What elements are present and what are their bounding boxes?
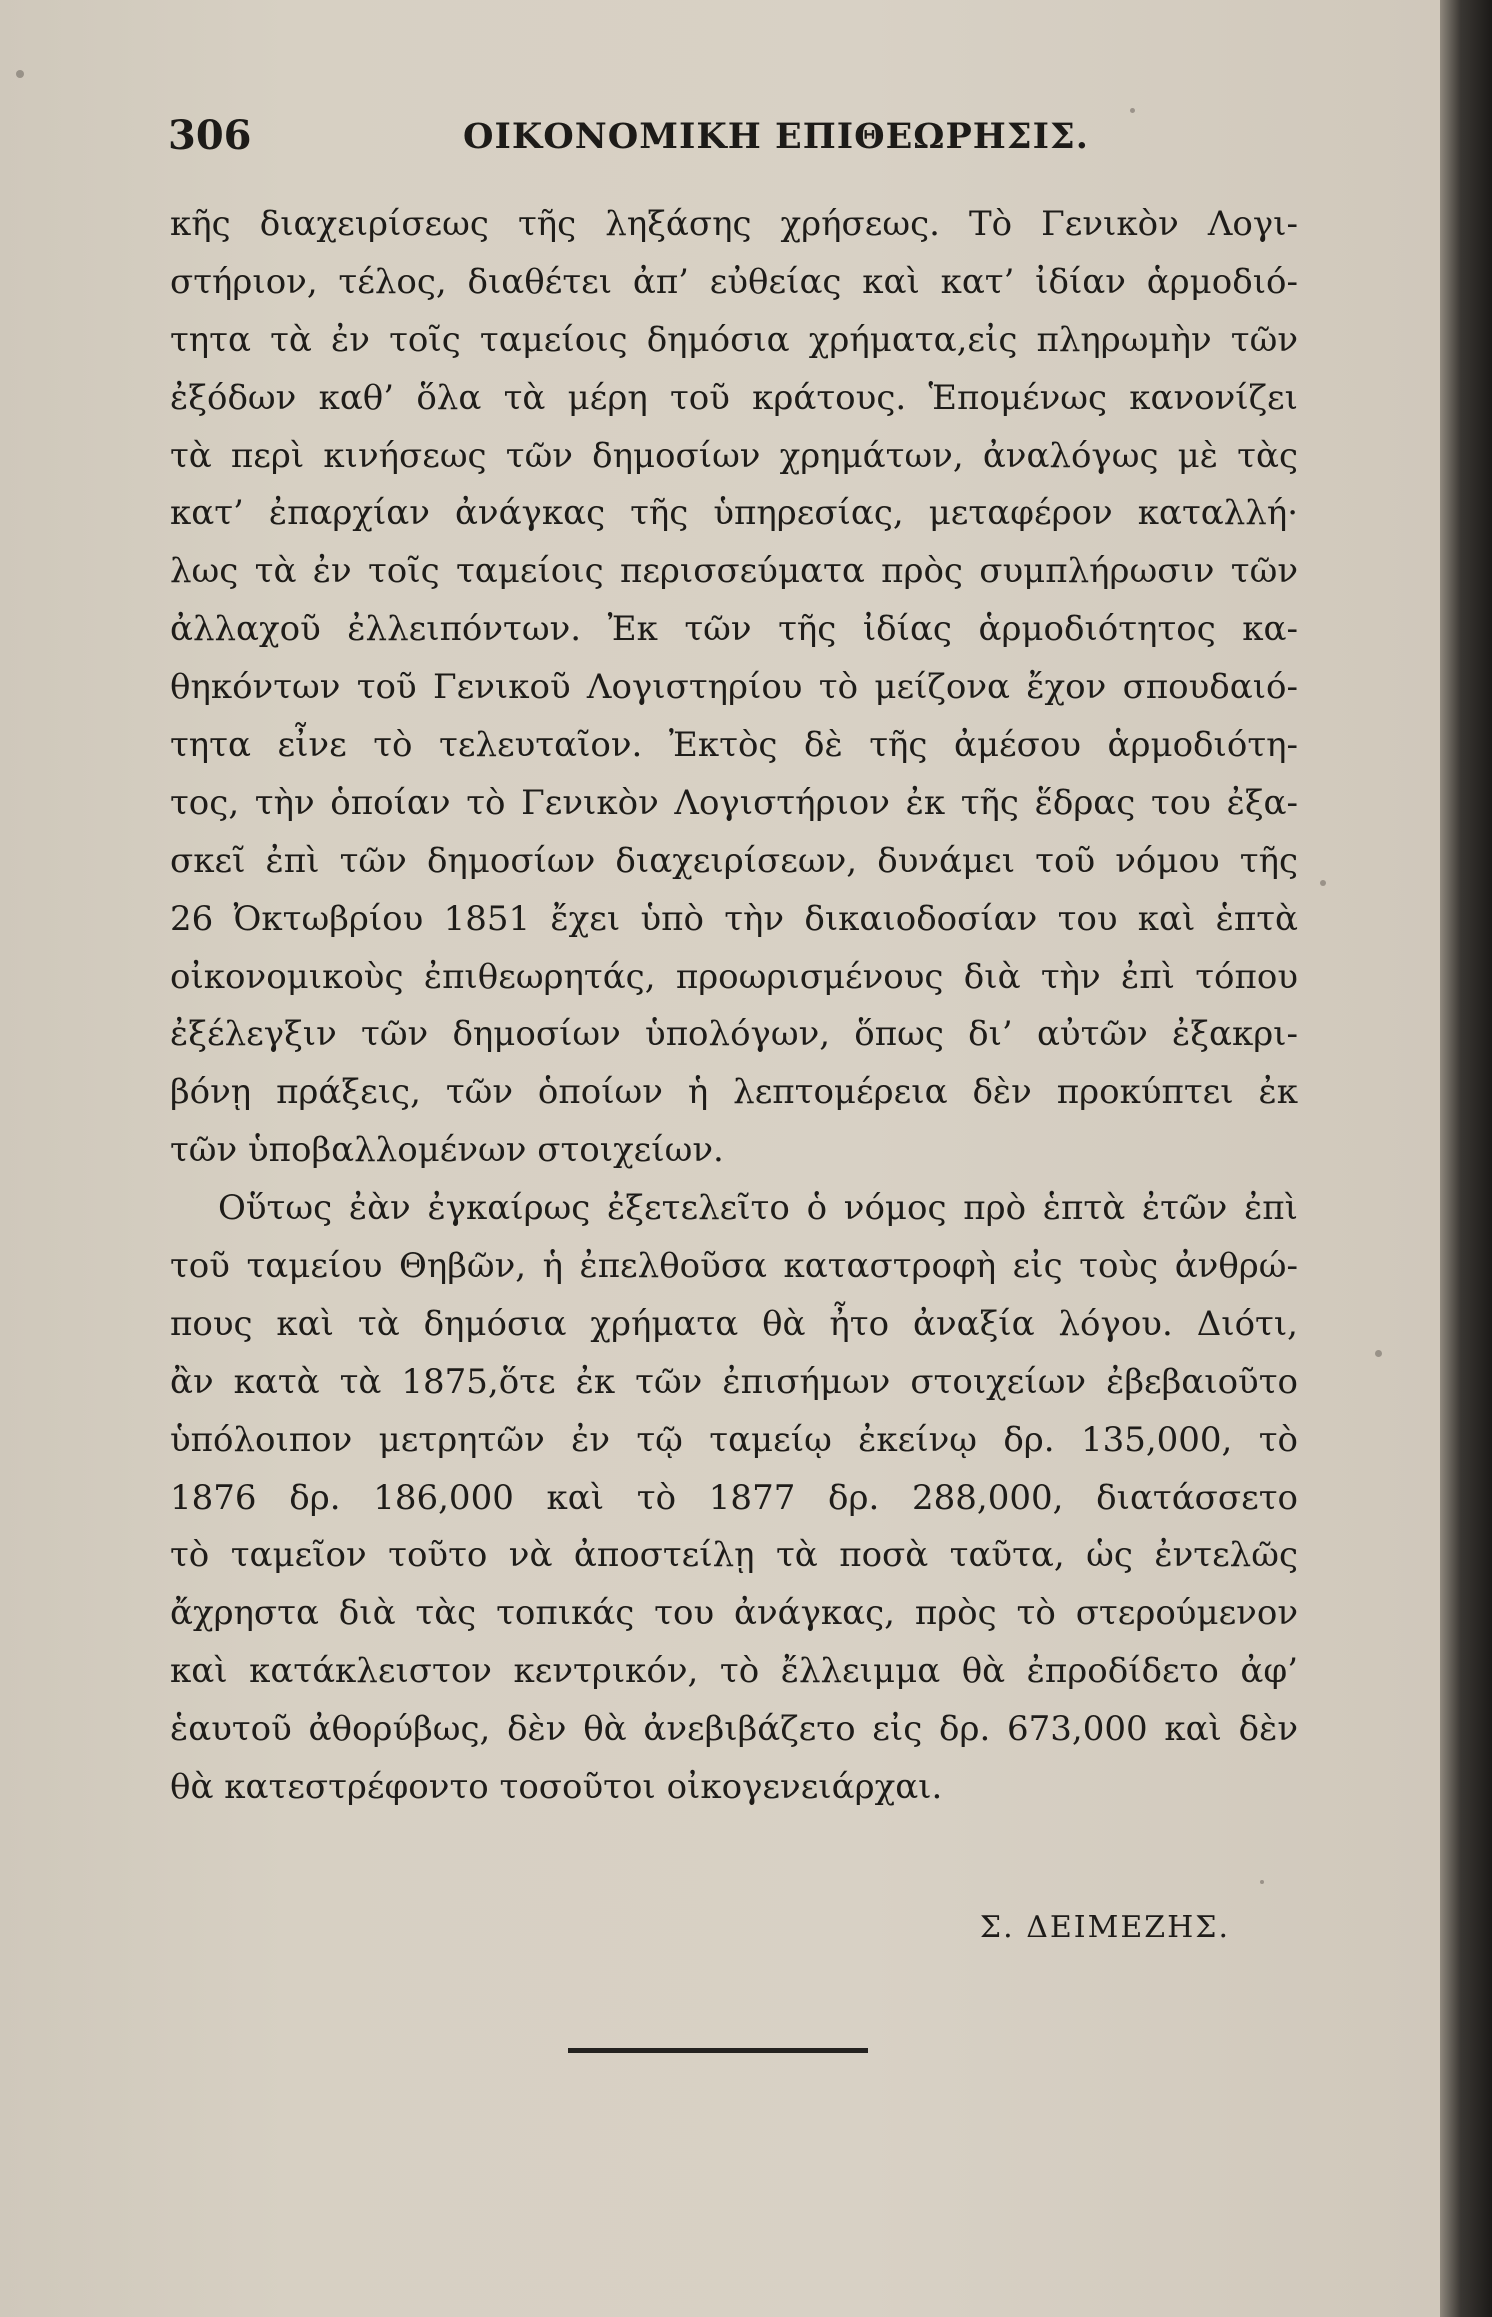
text-line: τος, τὴν ὁποίαν τὸ Γενικὸν Λογιστήριον ἐκ τῆς ἕδρας του ἐξα- — [170, 782, 1298, 823]
text-line: σκεῖ ἐπὶ τῶν δημοσίων διαχειρίσεων, δυνάμει τοῦ νόμου τῆς — [170, 840, 1298, 881]
text-line: τὸ ταμεῖον τοῦτο νὰ ἀποστείλῃ τὰ ποσὰ ταῦτα, ὡς ἐντελῶς — [170, 1535, 1298, 1576]
text-line: ἑαυτοῦ ἀθορύβως, δὲν θὰ ἀνεβιβάζετο εἰς δρ. 673,000 καὶ δὲν — [170, 1709, 1298, 1750]
text-line: κῆς διαχειρίσεως τῆς ληξάσης χρήσεως. Τὸ Γενικὸν Λογι- — [170, 204, 1298, 244]
text-line: κατ’ ἐπαρχίαν ἀνάγκας τῆς ὑπηρεσίας, μεταφέρον καταλλή· — [170, 493, 1298, 534]
text-line: 26 Ὀκτωβρίου 1851 ἔχει ὑπὸ τὴν δικαιοδοσίαν του καὶ ἑπτὰ — [170, 898, 1298, 939]
author-signature: Σ. ΔΕΙΜΕΖΗΣ. — [979, 1910, 1230, 1945]
paragraph — [170, 1180, 1298, 1817]
text-line: βόνῃ πράξεις, τῶν ὁποίων ἡ λεπτομέρεια δὲν προκύπτει ἐκ — [170, 1072, 1298, 1113]
text-line: ἐξέλεγξιν τῶν δημοσίων ὑπολόγων, ὅπως δι’ αὐτῶν ἐξακρι- — [170, 1014, 1298, 1055]
text-line: ἄχρηστα διὰ τὰς τοπικάς του ἀνάγκας, πρὸς τὸ στερούμενον — [170, 1593, 1298, 1634]
text-line: Οὕτως ἐὰν ἐγκαίρως ἐξετελεῖτο ὁ νόμος πρὸ ἑπτὰ ἐτῶν ἐπὶ — [218, 1188, 1298, 1229]
text-line: καὶ κατάκλειστον κεντρικόν, τὸ ἔλλειμμα θὰ ἐπροδίδετο ἀφ’ — [170, 1651, 1298, 1692]
binding-shadow — [1440, 0, 1492, 2317]
text-line: λως τὰ ἐν τοῖς ταμείοις περισσεύματα πρὸς συμπλήρωσιν τῶν — [170, 551, 1298, 592]
text-line: τητα εἶνε τὸ τελευταῖον. Ἐκτὸς δὲ τῆς ἀμέσου ἁρμοδιότη- — [170, 725, 1298, 766]
text-line: 1876 δρ. 186,000 καὶ τὸ 1877 δρ. 288,000, διατάσσετο — [170, 1477, 1298, 1518]
running-title: ΟΙΚΟΝΟΜΙΚΗ ΕΠΙΘΕΩΡΗΣΙΣ. — [463, 116, 1089, 157]
text-line: τοῦ ταμείου Θηβῶν, ἡ ἐπελθοῦσα καταστροφὴ εἰς τοὺς ἀνθρώ- — [170, 1246, 1298, 1287]
text-line: ἐξόδων καθ’ ὅλα τὰ μέρη τοῦ κράτους. Ἑπομένως κανονίζει — [170, 377, 1298, 418]
text-line: τὰ περὶ κινήσεως τῶν δημοσίων χρημάτων, ἀναλόγως μὲ τὰς — [170, 435, 1298, 476]
text-line: ἀλλαχοῦ ἐλλειπόντων. Ἐκ τῶν τῆς ἰδίας ἁρμοδιότητος κα- — [170, 609, 1298, 650]
end-rule-divider — [568, 2048, 868, 2053]
text-line: πους καὶ τὰ δημόσια χρήματα θὰ ἦτο ἀναξία λόγου. Διότι, — [170, 1303, 1298, 1344]
text-line: θηκόντων τοῦ Γενικοῦ Λογιστηρίου τὸ μείζονα ἔχον σπουδαιό- — [170, 667, 1298, 708]
text-line: τῶν ὑποβαλλομένων στοιχείων. — [170, 1130, 724, 1171]
text-line: τητα τὰ ἐν τοῖς ταμείοις δημόσια χρήματα,εἰς πληρωμὴν τῶν — [170, 319, 1298, 360]
text-line: θὰ κατεστρέφοντο τοσοῦτοι οἰκογενειάρχαι. — [170, 1767, 943, 1808]
article-body — [170, 196, 1298, 1817]
text-line: στήριον, τέλος, διαθέτει ἀπ’ εὐθείας καὶ κατ’ ἰδίαν ἁρμοδιό- — [170, 261, 1298, 302]
text-line: ἂν κατὰ τὰ 1875,ὅτε ἐκ τῶν ἐπισήμων στοιχείων ἐβεβαιοῦτο — [170, 1361, 1298, 1402]
page-header — [168, 112, 1313, 172]
text-line: ὑπόλοιπον μετρητῶν ἐν τῷ ταμείῳ ἐκείνῳ δρ. 135,000, τὸ — [170, 1419, 1298, 1460]
text-line: οἰκονομικοὺς ἐπιθεωρητάς, προωρισμένους διὰ τὴν ἐπὶ τόπου — [170, 956, 1298, 997]
page-number: 306 — [168, 112, 252, 159]
paragraph — [170, 196, 1298, 1180]
